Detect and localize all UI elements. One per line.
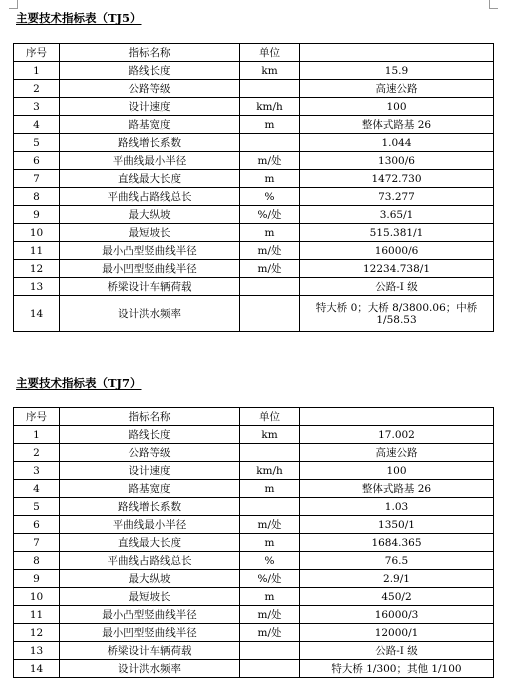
value-cell: 100 (300, 462, 494, 480)
index-cell: 4 (14, 480, 60, 498)
value-cell: 1350/1 (300, 516, 494, 534)
indicator-name-cell: 路基宽度 (60, 116, 240, 134)
unit-cell: m (240, 480, 300, 498)
indicator-name-cell: 路基宽度 (60, 480, 240, 498)
unit-cell (240, 80, 300, 98)
indicator-name-cell: 设计速度 (60, 98, 240, 116)
value-cell: 特大桥 0；大桥 8/3800.06；中桥 1/58.53 (300, 296, 494, 332)
index-cell: 8 (14, 188, 60, 206)
value-cell: 15.9 (300, 62, 494, 80)
value-cell: 1300/6 (300, 152, 494, 170)
indicator-name-cell: 设计速度 (60, 462, 240, 480)
index-cell: 14 (14, 296, 60, 332)
unit-cell: %/处 (240, 206, 300, 224)
section-title-tj7: 主要技术指标表（TJ7） (16, 376, 142, 390)
index-cell: 5 (14, 498, 60, 516)
table-row (14, 62, 494, 80)
indicator-name-cell: 设计洪水频率 (60, 660, 240, 678)
index-cell: 2 (14, 80, 60, 98)
indicator-name-cell: 平曲线最小半径 (60, 152, 240, 170)
value-cell: 2.9/1 (300, 570, 494, 588)
index-cell: 8 (14, 552, 60, 570)
value-cell: 450/2 (300, 588, 494, 606)
table-row (14, 498, 494, 516)
index-cell: 11 (14, 606, 60, 624)
table-row (14, 260, 494, 278)
indicator-name-cell: 公路等级 (60, 444, 240, 462)
header-indicator-name-cell: 指标名称 (60, 44, 240, 62)
unit-cell: km (240, 426, 300, 444)
spec-table-tj5 (13, 43, 494, 332)
value-cell: 17.002 (300, 426, 494, 444)
indicator-name-cell: 平曲线占路线总长 (60, 552, 240, 570)
index-cell: 7 (14, 534, 60, 552)
indicator-name-cell: 最大纵坡 (60, 206, 240, 224)
indicator-name-cell: 直线最大长度 (60, 170, 240, 188)
indicator-name-cell: 直线最大长度 (60, 534, 240, 552)
indicator-name-cell: 路线增长系数 (60, 498, 240, 516)
unit-cell (240, 444, 300, 462)
index-cell: 13 (14, 642, 60, 660)
header-indicator-name-cell: 指标名称 (60, 408, 240, 426)
unit-cell: km/h (240, 98, 300, 116)
value-cell: 16000/6 (300, 242, 494, 260)
table-row (14, 224, 494, 242)
index-cell: 10 (14, 588, 60, 606)
indicator-name-cell: 公路等级 (60, 80, 240, 98)
table-row (14, 606, 494, 624)
unit-cell (240, 134, 300, 152)
value-cell: 特大桥 1/300；其他 1/100 (300, 660, 494, 678)
unit-cell: m (240, 224, 300, 242)
unit-cell: m/处 (240, 624, 300, 642)
index-cell: 9 (14, 570, 60, 588)
value-cell: 整体式路基 26 (300, 480, 494, 498)
value-cell: 12234.738/1 (300, 260, 494, 278)
table-row (14, 98, 494, 116)
unit-cell: m/处 (240, 606, 300, 624)
indicator-name-cell: 路线长度 (60, 62, 240, 80)
indicator-name-cell: 桥梁设计车辆荷载 (60, 642, 240, 660)
page-corner-mark-left (9, 0, 18, 9)
value-cell: 100 (300, 98, 494, 116)
table-row (14, 206, 494, 224)
value-cell: 12000/1 (300, 624, 494, 642)
unit-cell: m/处 (240, 152, 300, 170)
indicator-name-cell: 最小凹型竖曲线半径 (60, 260, 240, 278)
table-row (14, 462, 494, 480)
value-cell: 16000/3 (300, 606, 494, 624)
index-cell: 14 (14, 660, 60, 678)
table-row (14, 516, 494, 534)
table-row (14, 642, 494, 660)
index-cell: 9 (14, 206, 60, 224)
table-row (14, 278, 494, 296)
table-row (14, 426, 494, 444)
value-cell: 1.044 (300, 134, 494, 152)
index-cell: 2 (14, 444, 60, 462)
unit-cell: m/处 (240, 242, 300, 260)
index-cell: 12 (14, 624, 60, 642)
index-cell: 5 (14, 134, 60, 152)
unit-cell (240, 498, 300, 516)
indicator-name-cell: 路线增长系数 (60, 134, 240, 152)
value-cell: 3.65/1 (300, 206, 494, 224)
table-header-row (14, 44, 494, 62)
unit-cell: m/处 (240, 516, 300, 534)
value-cell: 整体式路基 26 (300, 116, 494, 134)
index-cell: 3 (14, 98, 60, 116)
value-cell: 1684.365 (300, 534, 494, 552)
value-cell: 73.277 (300, 188, 494, 206)
spec-table-tj7 (13, 407, 494, 678)
unit-cell: m (240, 588, 300, 606)
unit-cell: % (240, 188, 300, 206)
unit-cell: km/h (240, 462, 300, 480)
header-index-cell: 序号 (14, 408, 60, 426)
index-cell: 10 (14, 224, 60, 242)
table-row (14, 296, 494, 332)
table-row (14, 242, 494, 260)
header-value-cell (300, 408, 494, 426)
unit-cell: % (240, 552, 300, 570)
index-cell: 13 (14, 278, 60, 296)
indicator-name-cell: 最短坡长 (60, 588, 240, 606)
table-row (14, 588, 494, 606)
header-index-cell: 序号 (14, 44, 60, 62)
unit-cell: km (240, 62, 300, 80)
index-cell: 1 (14, 62, 60, 80)
table-row (14, 480, 494, 498)
table-row (14, 444, 494, 462)
page-corner-mark-right (489, 0, 498, 9)
index-cell: 12 (14, 260, 60, 278)
indicator-name-cell: 最小凸型竖曲线半径 (60, 606, 240, 624)
table-row (14, 534, 494, 552)
value-cell: 515.381/1 (300, 224, 494, 242)
unit-cell: m/处 (240, 260, 300, 278)
unit-cell: m (240, 116, 300, 134)
unit-cell (240, 296, 300, 332)
indicator-name-cell: 最大纵坡 (60, 570, 240, 588)
value-cell: 公路-I 级 (300, 642, 494, 660)
index-cell: 6 (14, 152, 60, 170)
indicator-name-cell: 最短坡长 (60, 224, 240, 242)
table-row (14, 170, 494, 188)
table-row (14, 134, 494, 152)
indicator-name-cell: 平曲线占路线总长 (60, 188, 240, 206)
section-title-tj5: 主要技术指标表（TJ5） (16, 11, 142, 25)
indicator-name-cell: 桥梁设计车辆荷载 (60, 278, 240, 296)
index-cell: 3 (14, 462, 60, 480)
header-unit-cell: 单位 (240, 44, 300, 62)
indicator-name-cell: 路线长度 (60, 426, 240, 444)
value-cell: 高速公路 (300, 80, 494, 98)
table-row (14, 660, 494, 678)
unit-cell (240, 660, 300, 678)
unit-cell (240, 642, 300, 660)
unit-cell: m (240, 534, 300, 552)
table-row (14, 624, 494, 642)
index-cell: 7 (14, 170, 60, 188)
unit-cell: %/处 (240, 570, 300, 588)
table-row (14, 116, 494, 134)
value-cell: 高速公路 (300, 444, 494, 462)
unit-cell (240, 278, 300, 296)
index-cell: 4 (14, 116, 60, 134)
value-cell: 1472.730 (300, 170, 494, 188)
table-header-row (14, 408, 494, 426)
header-unit-cell: 单位 (240, 408, 300, 426)
header-value-cell (300, 44, 494, 62)
index-cell: 6 (14, 516, 60, 534)
index-cell: 1 (14, 426, 60, 444)
table-row (14, 80, 494, 98)
indicator-name-cell: 平曲线最小半径 (60, 516, 240, 534)
indicator-name-cell: 最小凸型竖曲线半径 (60, 242, 240, 260)
unit-cell: m (240, 170, 300, 188)
value-cell: 76.5 (300, 552, 494, 570)
table-row (14, 552, 494, 570)
table-row (14, 188, 494, 206)
indicator-name-cell: 设计洪水频率 (60, 296, 240, 332)
index-cell: 11 (14, 242, 60, 260)
indicator-name-cell: 最小凹型竖曲线半径 (60, 624, 240, 642)
value-cell: 公路-I 级 (300, 278, 494, 296)
value-cell: 1.03 (300, 498, 494, 516)
table-row (14, 152, 494, 170)
table-row (14, 570, 494, 588)
